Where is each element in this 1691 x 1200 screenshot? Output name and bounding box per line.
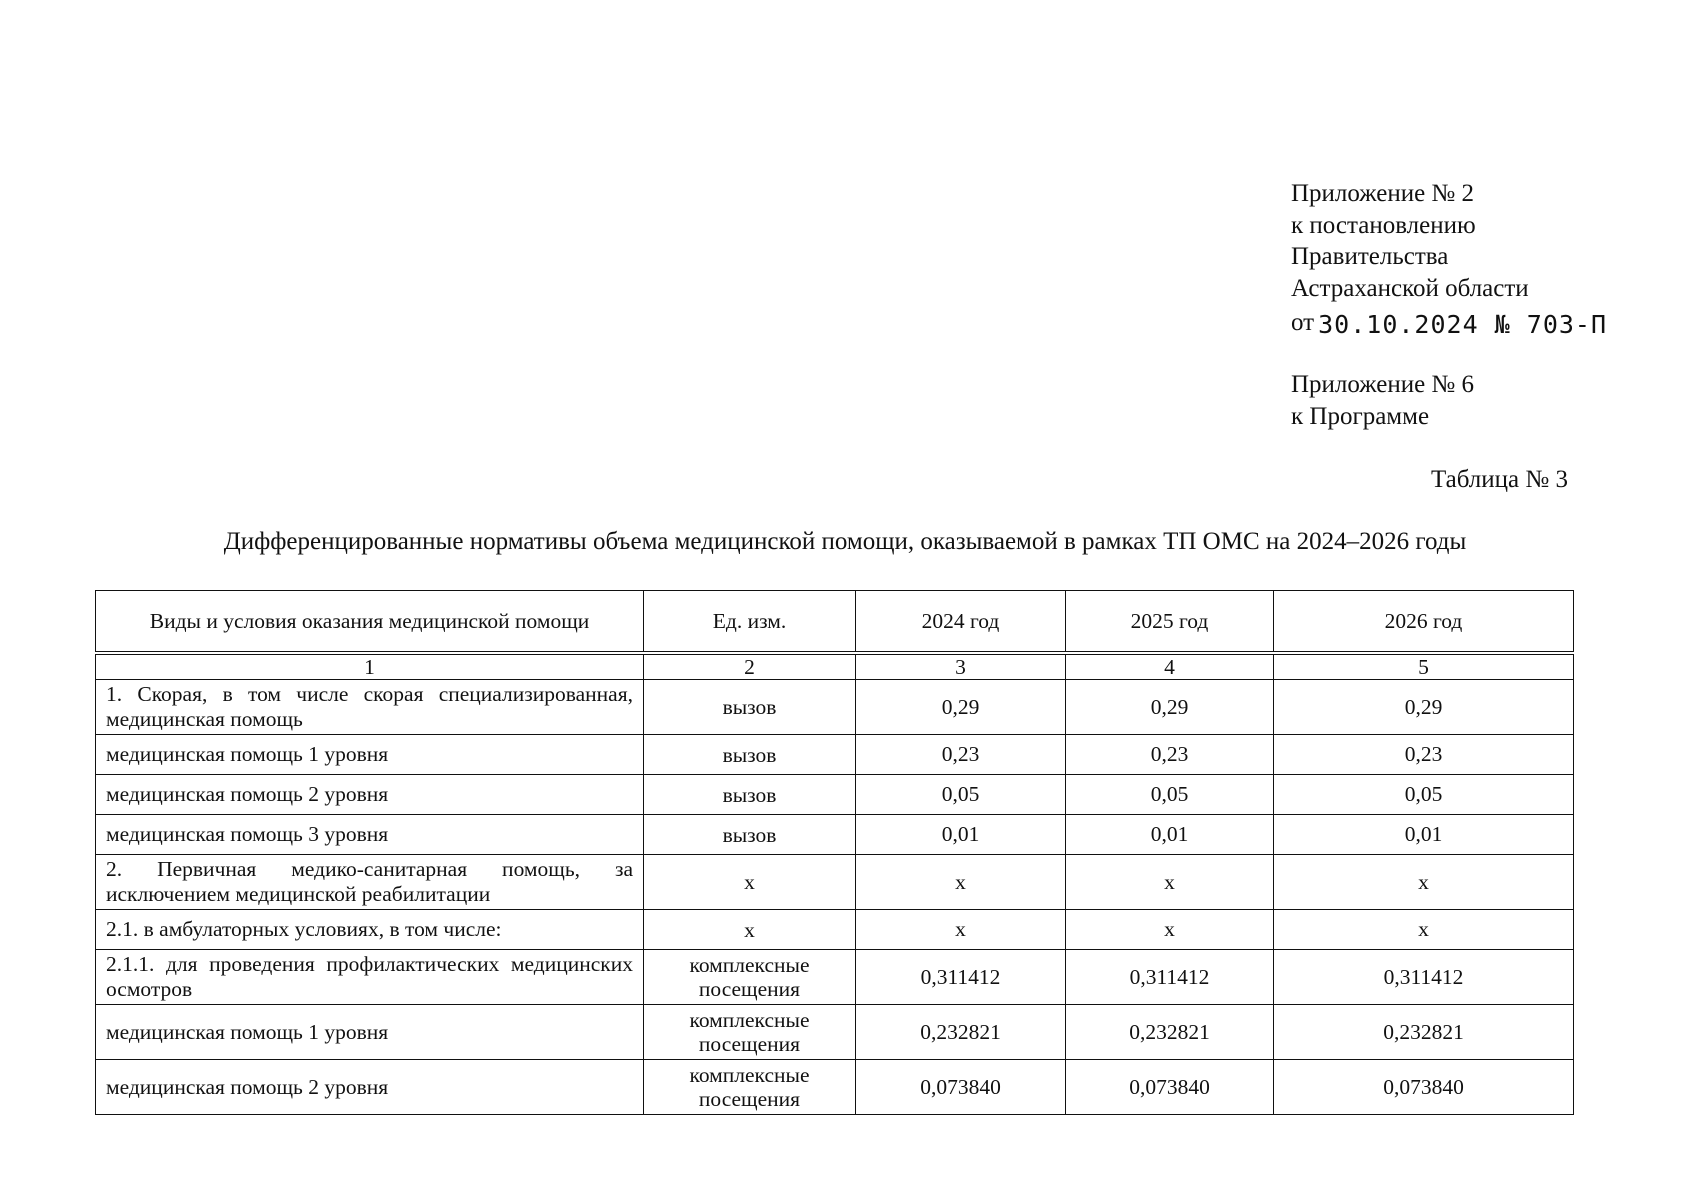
row-value-2024: 0,05 [856,775,1066,815]
row-value-2025: 0,232821 [1066,1005,1274,1060]
row-name: медицинская помощь 2 уровня [96,1060,644,1115]
row-value-2026: 0,311412 [1274,950,1574,1005]
table-row [96,775,1574,815]
date-prefix: от [1291,309,1315,336]
row-value-2025: х [1066,910,1274,950]
approval-line: Правительства [1291,243,1449,270]
row-unit: вызов [644,775,856,815]
column-number-row [96,653,1574,680]
table-row [96,910,1574,950]
row-value-2024: 0,311412 [856,950,1066,1005]
row-name: 2.1.1. для проведения профилактических медицинских осмотров [96,950,644,1005]
row-value-2024: 0,29 [856,680,1066,735]
row-value-2025: 0,05 [1066,775,1274,815]
row-value-2025: 0,23 [1066,735,1274,775]
row-value-2025: х [1066,855,1274,910]
column-number: 2 [644,653,856,680]
row-value-2024: х [856,910,1066,950]
column-number: 5 [1274,653,1574,680]
row-unit: х [644,855,856,910]
table-row [96,735,1574,775]
row-value-2024: х [856,855,1066,910]
table-row [96,815,1574,855]
header-cell: Ед. изм. [644,591,856,654]
table-header-row [96,591,1574,654]
row-value-2024: 0,232821 [856,1005,1066,1060]
approval-block [1291,178,1607,339]
row-name: медицинская помощь 1 уровня [96,1005,644,1060]
table-row [96,1060,1574,1115]
row-unit: комплексные посещения [644,950,856,1005]
row-value-2025: 0,01 [1066,815,1274,855]
row-unit: вызов [644,815,856,855]
table-row [96,1005,1574,1060]
row-unit: комплексные посещения [644,1005,856,1060]
row-value-2026: 0,23 [1274,735,1574,775]
row-name: медицинская помощь 2 уровня [96,775,644,815]
row-value-2026: 0,01 [1274,815,1574,855]
row-value-2026: х [1274,910,1574,950]
column-number: 3 [856,653,1066,680]
row-value-2024: 0,01 [856,815,1066,855]
row-name: медицинская помощь 3 уровня [96,815,644,855]
approval-line: Астраханской области [1291,274,1529,302]
row-value-2025: 0,311412 [1066,950,1274,1005]
annex-line: к Программе [1291,402,1430,430]
row-name: 2. Первичная медико-санитарная помощь, за исключением медицинской реабилитации [96,855,644,910]
row-value-2025: 0,073840 [1066,1060,1274,1115]
row-name: 1. Скорая, в том числе скорая специализированная, медицинская помощь [96,680,644,735]
document-title: Дифференцированные нормативы объема медицинской помощи, оказываемой в рамках ТП ОМС на 2024–2026 годы [223,528,1467,555]
row-unit: вызов [644,735,856,775]
header-cell: 2024 год [856,591,1066,654]
table-row [96,855,1574,910]
row-value-2026: х [1274,855,1574,910]
row-unit: вызов [644,680,856,735]
row-value-2024: 0,23 [856,735,1066,775]
row-value-2026: 0,073840 [1274,1060,1574,1115]
header-cell: Виды и условия оказания медицинской помощи [96,591,644,654]
header-cell: 2026 год [1274,591,1574,654]
row-unit: х [644,910,856,950]
approval-date-line [1291,306,1607,339]
column-number: 1 [96,653,644,680]
row-value-2024: 0,073840 [856,1060,1066,1115]
annex-line: Приложение № 6 [1291,371,1475,398]
table-row [96,680,1574,735]
row-name: 2.1. в амбулаторных условиях, в том числе: [96,910,644,950]
annex-block [1291,369,1474,432]
approval-line: к постановлению [1291,211,1476,239]
table-number: Таблица № 3 [1430,466,1568,493]
row-unit: комплексные посещения [644,1060,856,1115]
row-name: медицинская помощь 1 уровня [96,735,644,775]
norms-table [95,590,1574,1115]
row-value-2025: 0,29 [1066,680,1274,735]
row-value-2026: 0,232821 [1274,1005,1574,1060]
approval-line: Приложение № 2 [1291,180,1475,207]
date-stamp: 30.10.2024 № 703-П [1318,310,1608,339]
header-cell: 2025 год [1066,591,1274,654]
row-value-2026: 0,29 [1274,680,1574,735]
row-value-2026: 0,05 [1274,775,1574,815]
column-number: 4 [1066,653,1274,680]
table-row [96,950,1574,1005]
